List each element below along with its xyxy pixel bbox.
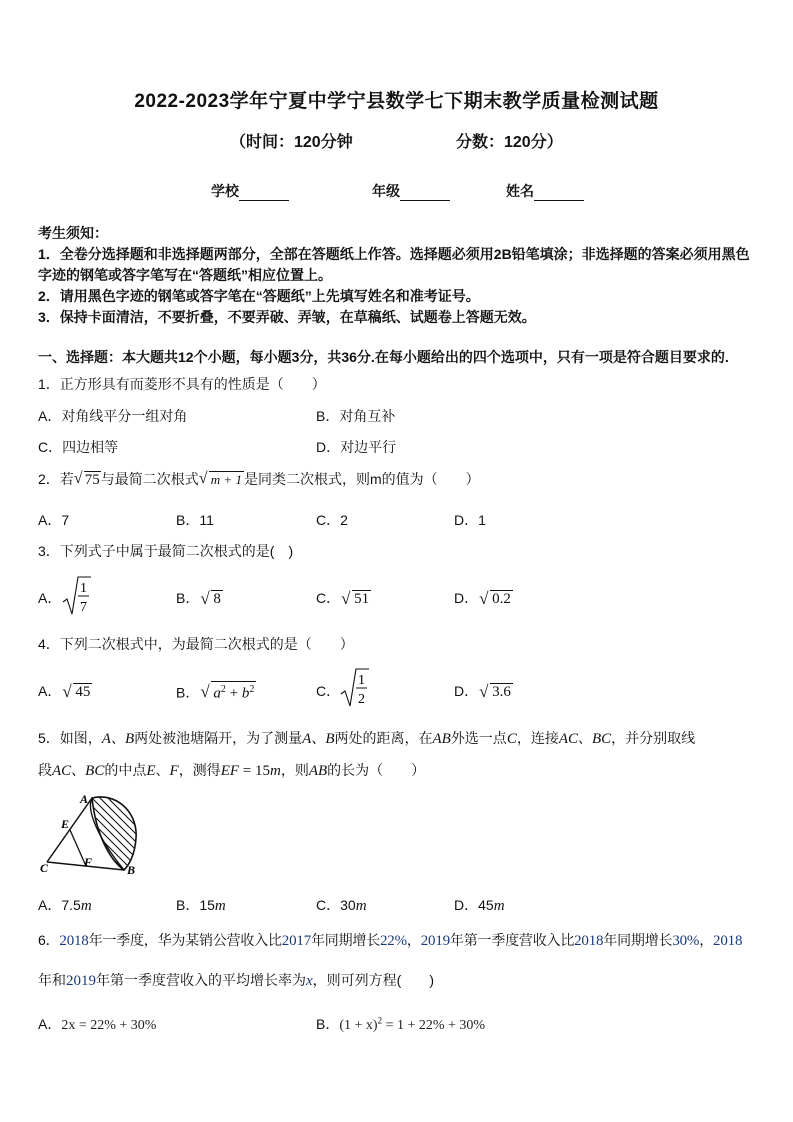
q2-text: 2．若 xyxy=(38,471,74,487)
q6-option-a-label: A． xyxy=(38,1016,62,1032)
radicand: 51 xyxy=(354,591,370,607)
sqrt-m-plus-1 xyxy=(198,470,244,489)
q6-text: 年同期增长 xyxy=(311,932,380,948)
q5-option-c-label: C．30 xyxy=(316,897,356,913)
fraction-denominator: 2 xyxy=(358,692,365,707)
notice-line: 1．全卷分选择题和非选择题两部分，全部在答题纸上作答。选择题必须用2B铅笔填涂；非选择题的答案必须用黑色 xyxy=(38,246,750,262)
exam-score: 分数：120分） xyxy=(456,134,563,151)
name-blank xyxy=(534,186,584,201)
q6-option-a xyxy=(38,1014,156,1034)
segment-ef: EF xyxy=(220,763,240,779)
q5-option-a xyxy=(38,895,92,915)
q4-option-b-label: B． xyxy=(176,684,200,701)
year-2018: 2018 xyxy=(574,933,604,949)
unit-m: m xyxy=(355,898,367,914)
q5-option-a-label: A．7.5 xyxy=(38,897,81,913)
q4-option-a-label: A． xyxy=(38,683,62,699)
point-b: B xyxy=(124,731,135,747)
q3-option-d-label: D． xyxy=(454,590,479,606)
notice-line: 字迹的钢笔或答字笔写在“答题纸”相应位置上。 xyxy=(38,267,332,283)
var-a: a xyxy=(213,685,221,702)
q6-text: 年第一季度营收入的平均增长率为 xyxy=(96,972,306,988)
q6-text: 年同期增长 xyxy=(603,932,673,948)
q6-text: 年和 xyxy=(38,972,66,988)
fraction-numerator: 1 xyxy=(80,581,87,596)
section-heading: 一、选择题：本大题共12个小题，每小题3分，共36分.在每小题给出的四个选项中，只有一项是符合题目要求的. xyxy=(38,349,729,365)
segment-bc: BC xyxy=(85,763,105,779)
q4-option-b xyxy=(176,681,256,703)
notice-line: 3．保持卡面清洁，不要折叠，不要弄破、弄皱，在草稿纸、试题卷上答题无效。 xyxy=(38,309,536,325)
question-5-line-2 xyxy=(38,760,425,780)
question-1-stem: 1．正方形具有而菱形不具有的性质是（ ） xyxy=(38,376,326,392)
q1-option-d: D．对边平行 xyxy=(316,439,397,455)
q2-option-d: D．1 xyxy=(454,512,486,528)
q6-text: 6． xyxy=(38,932,60,948)
grade-blank xyxy=(400,186,450,201)
q5-option-c xyxy=(316,895,367,915)
segment-ac: AC xyxy=(558,731,578,747)
q5-text: 的中点 xyxy=(104,762,147,778)
segment-ac: AC xyxy=(52,763,72,779)
q5-text: ，则 xyxy=(280,762,309,778)
q4-option-d xyxy=(454,681,513,701)
pct-22: 22% xyxy=(380,933,407,949)
school-label: 学校 xyxy=(211,183,239,199)
q4-option-a xyxy=(38,681,92,701)
q4-option-c-expr xyxy=(338,666,370,710)
q1-option-c: C．四边相等 xyxy=(38,439,119,455)
q1-option-b: B．对角互补 xyxy=(316,408,396,424)
q5-option-b-label: B．15 xyxy=(176,897,215,913)
q3-option-a-label: A． xyxy=(38,590,62,606)
figure-label-a: A xyxy=(80,792,89,806)
question-5-line-1 xyxy=(38,728,695,748)
unit-m: m xyxy=(80,898,92,914)
sqrt-8 xyxy=(200,589,223,608)
q2-option-a: A．7 xyxy=(38,512,70,528)
fraction-denominator: 7 xyxy=(80,600,87,615)
question-3-stem: 3．下列式子中属于最简二次根式的是( ) xyxy=(38,543,294,559)
school-blank xyxy=(239,186,289,201)
q5-text: 的长为（ ） xyxy=(327,762,426,778)
q5-text: 段 xyxy=(38,762,52,778)
point-a: A xyxy=(302,731,312,747)
pond-figure xyxy=(36,790,146,880)
q3-option-c xyxy=(316,588,371,608)
q5-text: 两处被池塘隔开，为了测量 xyxy=(134,730,303,746)
point-a: A xyxy=(101,731,111,747)
q5-text: 、 xyxy=(311,730,326,746)
q5-text: 、 xyxy=(155,762,170,778)
school-field xyxy=(211,181,289,201)
q1-option-a: A．对角线平分一组对角 xyxy=(38,408,188,424)
q6-option-b-label: B． xyxy=(316,1016,340,1032)
year-2019: 2019 xyxy=(66,973,96,989)
year-2018: 2018 xyxy=(713,933,743,949)
year-2019: 2019 xyxy=(420,933,450,949)
radicand: 3.6 xyxy=(492,684,511,700)
figure-label-e: E xyxy=(61,817,70,831)
q5-text: 外选一点 xyxy=(450,730,507,746)
grade-field xyxy=(372,181,450,201)
q5-text: ，并分别取线 xyxy=(611,730,696,746)
q5-text: 5．如图， xyxy=(38,730,102,746)
q5-option-d xyxy=(454,895,505,915)
radicand: 0.2 xyxy=(492,591,511,607)
exam-time: （时间：120分钟 xyxy=(230,134,353,151)
radical-sign: √ xyxy=(73,470,83,487)
radical-sign: √ xyxy=(200,589,210,608)
name-label: 姓名 xyxy=(506,183,534,199)
q6-option-b xyxy=(316,1014,485,1034)
segment-bc: BC xyxy=(592,731,612,747)
figure-label-b: B xyxy=(127,863,136,877)
sqrt-75 xyxy=(73,470,101,489)
segment-ab: AB xyxy=(432,731,451,747)
question-6-line-1 xyxy=(38,930,742,950)
q3-option-d xyxy=(454,588,513,608)
q5-text: 、 xyxy=(71,762,86,778)
q2-option-b: B．11 xyxy=(176,512,214,528)
radicand: 45 xyxy=(75,684,91,700)
var-x: x xyxy=(306,973,313,989)
question-2-stem xyxy=(38,469,480,489)
sqrt-45 xyxy=(62,682,92,701)
pct-30: 30% xyxy=(672,933,700,949)
grade-label: 年级 xyxy=(372,183,400,199)
q5-value: = 15 xyxy=(239,763,270,779)
sqrt-0-2 xyxy=(479,589,513,608)
figure-label-c: C xyxy=(40,861,49,875)
figure-label-f: F xyxy=(84,855,93,869)
segment-ab: AB xyxy=(308,763,328,779)
sqrt-51 xyxy=(341,589,371,608)
point-f: F xyxy=(169,763,179,779)
q5-text: 两处的距离，在 xyxy=(334,730,433,746)
radicand: 8 xyxy=(213,591,221,607)
radical-sign: √ xyxy=(62,682,72,701)
fraction-numerator: 1 xyxy=(358,673,365,688)
unit-m: m xyxy=(214,898,226,914)
sqrt-a2-b2: √ $a^2 + b^2$ xyxy=(200,682,255,702)
point-e: E xyxy=(146,763,156,779)
question-6-line-2 xyxy=(38,970,434,990)
exponent: 2 xyxy=(220,684,226,695)
q6-text: 年一季度，华为某销公营收入比 xyxy=(88,932,282,948)
radical-sign: √ xyxy=(479,682,489,701)
q6-option-b-expr: = 1 + 22% + 30% xyxy=(382,1018,486,1033)
year-2017: 2017 xyxy=(281,933,311,949)
q2-text: 是同类二次根式，则m的值为（ ） xyxy=(243,471,480,487)
exponent: 2 xyxy=(249,684,255,695)
point-b: B xyxy=(325,731,335,747)
q6-option-b-expr: (1 + x) xyxy=(339,1018,378,1033)
q3-option-b-label: B． xyxy=(176,590,200,606)
q2-option-c: C．2 xyxy=(316,512,348,528)
q6-text: ， xyxy=(406,932,421,948)
question-4-stem: 4．下列二次根式中，为最简二次根式的是（ ） xyxy=(38,636,354,652)
radical-sign: √ xyxy=(341,589,351,608)
sqrt-3-6 xyxy=(479,682,513,701)
q5-text: 、 xyxy=(110,730,125,746)
point-c: C xyxy=(506,731,517,747)
q3-option-b xyxy=(176,588,223,608)
q3-option-c-label: C． xyxy=(316,590,341,606)
radicand: 75 xyxy=(84,472,100,488)
name-field xyxy=(506,181,584,201)
notice-line: 2．请用黑色字迹的钢笔或答字笔在“答题纸”上先填写姓名和准考证号。 xyxy=(38,288,480,304)
q6-text: 年第一季度营收入比 xyxy=(449,932,575,948)
radical-sign: √ xyxy=(479,589,489,608)
q5-text: 、 xyxy=(578,730,592,746)
q2-text: 与最简二次根式 xyxy=(100,471,199,487)
notice-heading: 考生须知： xyxy=(38,225,108,241)
radicand: m + 1 xyxy=(210,472,242,487)
exam-title: 2022-2023学年宁夏中学宁县数学七下期末教学质量检测试题 xyxy=(134,91,659,112)
unit-m: m xyxy=(493,898,505,914)
q6-text: ，则可列方程( ) xyxy=(312,972,434,988)
q3-option-a-expr xyxy=(60,574,92,618)
q5-option-d-label: D．45 xyxy=(454,897,494,913)
q4-option-c-label: C． xyxy=(316,683,341,699)
q5-option-b xyxy=(176,895,226,915)
q5-text: ，测得 xyxy=(178,762,221,778)
radical-sign: √ xyxy=(200,682,210,701)
exponent: 2 xyxy=(377,1015,383,1026)
q4-option-d-label: D． xyxy=(454,683,479,699)
radical-sign: √ xyxy=(198,470,208,487)
var-b: b xyxy=(241,685,250,702)
year-2018: 2018 xyxy=(59,933,89,949)
q6-option-a-expr: 2x = 22% + 30% xyxy=(61,1018,157,1033)
unit-m: m xyxy=(269,763,281,779)
q5-text: ，连接 xyxy=(516,730,559,746)
q6-text: ， xyxy=(699,932,714,948)
